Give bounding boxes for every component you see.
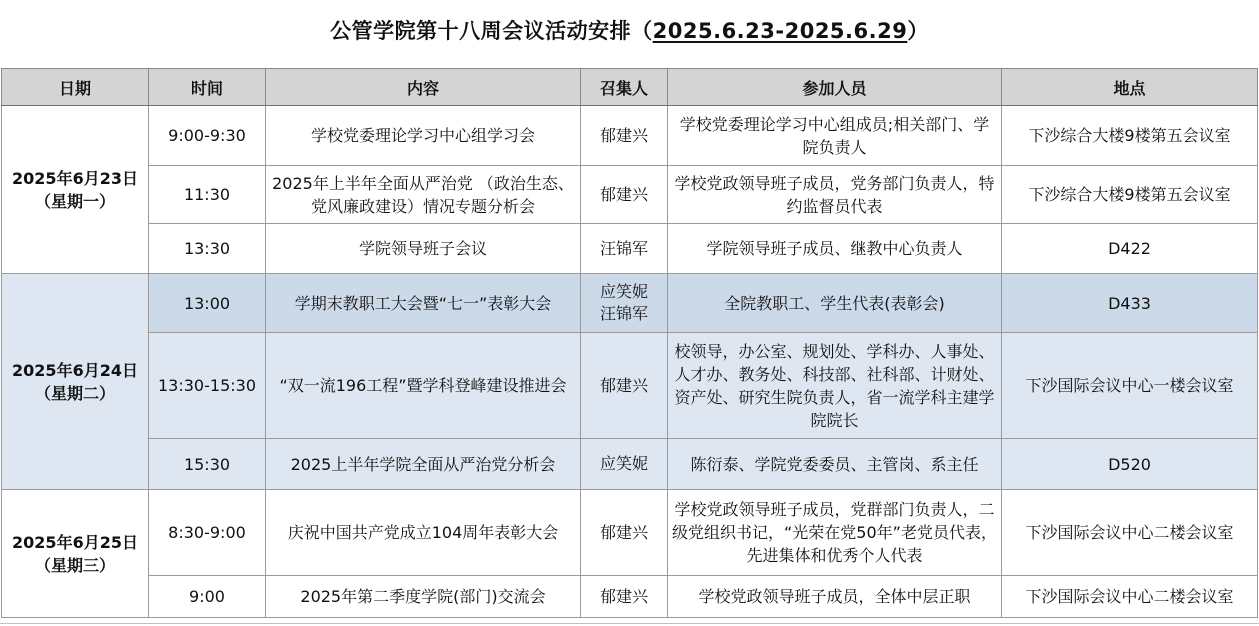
attendees-cell: 陈衍泰、学院党委委员、主管岗、系主任 — [668, 439, 1002, 490]
time-cell: 11:30 — [149, 166, 266, 224]
header-attendees: 参加人员 — [668, 69, 1002, 106]
title-main: 公管学院第十八周会议活动安排（ — [330, 19, 653, 43]
organizer-name: 应笑妮 — [599, 454, 648, 473]
organizer-cell — [581, 576, 668, 618]
location-cell: 下沙国际会议中心二楼会议室 — [1002, 576, 1258, 618]
content-cell: “双一流196工程”暨学科登峰建设推进会 — [266, 333, 581, 439]
organizer-cell — [581, 274, 668, 333]
table-row — [2, 333, 1258, 439]
location-cell: D433 — [1002, 274, 1258, 333]
content-cell: 学期末教职工大会暨“七一”表彰大会 — [266, 274, 581, 333]
table-row — [2, 166, 1258, 224]
content-cell: 学院领导班子会议 — [266, 224, 581, 274]
organizer-cell — [581, 439, 668, 490]
date-cell-monday — [2, 106, 149, 274]
schedule-table — [1, 68, 1258, 618]
organizer-name: 汪锦军 — [599, 304, 648, 323]
header-time: 时间 — [149, 69, 266, 106]
time-cell: 13:30 — [149, 224, 266, 274]
weekday-text: （星期三） — [34, 555, 115, 575]
table-row — [2, 439, 1258, 490]
organizer-name: 郁建兴 — [599, 375, 648, 395]
organizer-cell — [581, 166, 668, 224]
date-text: 2025年6月25日 — [12, 532, 138, 552]
time-cell: 9:00-9:30 — [149, 106, 266, 166]
content-cell: 学校党委理论学习中心组学习会 — [266, 106, 581, 166]
attendees-cell: 学院领导班子成员、继教中心负责人 — [668, 224, 1002, 274]
header-date: 日期 — [2, 69, 149, 106]
organizer-name: 郁建兴 — [599, 125, 648, 145]
content-cell: 2025年第二季度学院(部门)交流会 — [266, 576, 581, 618]
organizer-cell — [581, 490, 668, 576]
attendees-cell: 学校党委理论学习中心组成员;相关部门、学院负责人 — [668, 106, 1002, 166]
date-cell-wednesday — [2, 490, 149, 618]
location-cell: D422 — [1002, 224, 1258, 274]
time-cell: 13:30-15:30 — [149, 333, 266, 439]
organizer-cell — [581, 333, 668, 439]
location-cell: 下沙国际会议中心一楼会议室 — [1002, 333, 1258, 439]
time-cell: 9:00 — [149, 576, 266, 618]
date-text: 2025年6月24日 — [12, 360, 138, 380]
location-cell: 下沙综合大楼9楼第五会议室 — [1002, 166, 1258, 224]
bottom-divider — [0, 623, 1259, 624]
header-location: 地点 — [1002, 69, 1258, 106]
organizer-name: 郁建兴 — [599, 184, 648, 204]
table-row — [2, 224, 1258, 274]
header-organizer: 召集人 — [581, 69, 668, 106]
table-row — [2, 106, 1258, 166]
weekday-text: （星期一） — [34, 191, 115, 211]
content-cell: 2025上半年学院全面从严治党分析会 — [266, 439, 581, 490]
organizer-name: 郁建兴 — [599, 522, 648, 542]
header-row — [2, 69, 1258, 106]
attendees-cell: 校领导，办公室、规划处、学科办、人事处、人才办、教务处、科技部、社科部、计财处、资产处、研究生院负责人，省一流学科主建学院院长 — [668, 333, 1002, 439]
weekday-text: （星期二） — [34, 383, 115, 403]
time-cell: 8:30-9:00 — [149, 490, 266, 576]
page-title — [0, 14, 1259, 48]
organizer-name: 郁建兴 — [599, 586, 648, 606]
attendees-cell: 学校党政领导班子成员，党务部门负责人，特约监督员代表 — [668, 166, 1002, 224]
date-cell-tuesday — [2, 274, 149, 490]
organizer-cell — [581, 224, 668, 274]
content-cell: 2025年上半年全面从严治党 （政治生态、党风廉政建设）情况专题分析会 — [266, 166, 581, 224]
organizer-name: 汪锦军 — [599, 238, 648, 258]
content-cell: 庆祝中国共产党成立104周年表彰大会 — [266, 490, 581, 576]
time-cell: 15:30 — [149, 439, 266, 490]
location-cell: D520 — [1002, 439, 1258, 490]
date-text: 2025年6月23日 — [12, 168, 138, 188]
location-cell: 下沙国际会议中心二楼会议室 — [1002, 490, 1258, 576]
attendees-cell: 学校党政领导班子成员，党群部门负责人，二级党组织书记，“光荣在党50年”老党员代表，先进集体和优秀个人代表 — [668, 490, 1002, 576]
location-cell: 下沙综合大楼9楼第五会议室 — [1002, 106, 1258, 166]
table-row — [2, 490, 1258, 576]
organizer-cell — [581, 106, 668, 166]
attendees-cell: 学校党政领导班子成员，全体中层正职 — [668, 576, 1002, 618]
table-row — [2, 274, 1258, 333]
attendees-cell: 全院教职工、学生代表(表彰会) — [668, 274, 1002, 333]
header-content: 内容 — [266, 69, 581, 106]
title-close: ） — [907, 19, 929, 43]
table-row — [2, 576, 1258, 618]
title-date-range: 2025.6.23-2025.6.29 — [652, 19, 908, 43]
time-cell: 13:00 — [149, 274, 266, 333]
organizer-name: 应笑妮 — [599, 282, 648, 301]
